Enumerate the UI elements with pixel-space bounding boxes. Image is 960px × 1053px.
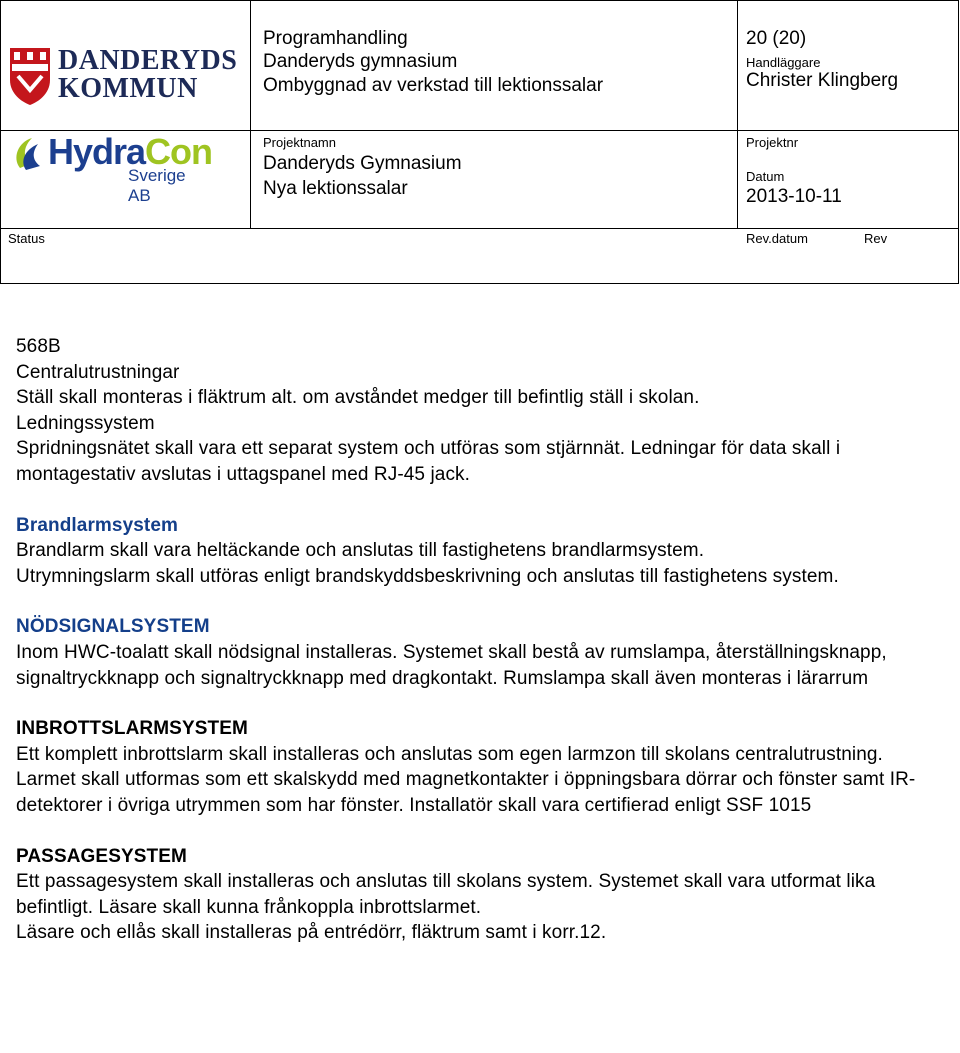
spacer: [16, 819, 946, 844]
page-number: 20 (20): [746, 28, 807, 49]
paragraph-nodsignal: Inom HWC-toalatt skall nödsignal installeras. Systemet skall bestå av rumslampa, återställningsknapp, signaltryckknapp och signaltryckknapp med dragkontakt. Rumslampa skall även monteras i lärarrum: [16, 641, 887, 689]
drop-swirl-icon: [12, 134, 46, 174]
revdatum-label: Rev.datum: [746, 231, 808, 246]
heading-nodsignalsystem: NÖDSIGNALSYSTEM: [16, 616, 210, 638]
hydracon-word-hydra: Hydra: [48, 131, 146, 172]
paragraph-utrymningslarm: Utrymningslarm skall utföras enligt brandskyddsbeskrivning och anslutas till fastighetens system.: [16, 565, 839, 587]
spacer: [16, 691, 946, 716]
danderyd-logo-line1: DANDERYDS: [58, 45, 238, 76]
col-divider-1: [250, 0, 251, 228]
frame-bottom-line: [0, 283, 959, 284]
danderyd-logo-line2: KOMMUN: [58, 73, 198, 104]
projektnamn-line-2: Nya lektionssalar: [263, 178, 408, 199]
danderyds-kommun-logo: [8, 44, 248, 108]
program-line-3: Ombyggnad av verkstad till lektionssalar: [263, 75, 604, 96]
handlaggare-value: Christer Klingberg: [746, 70, 899, 91]
col-divider-2: [737, 0, 738, 228]
frame-right-line: [958, 0, 959, 284]
hydracon-subtitle: Sverige AB: [128, 166, 186, 205]
projektnr-label: Projektnr: [746, 135, 799, 150]
status-label: Status: [8, 231, 45, 246]
subsection-centralutrustningar: Centralutrustningar: [16, 361, 180, 383]
program-line-2: Danderyds gymnasium: [263, 51, 458, 72]
paragraph-lasare: Läsare och ellås skall installeras på entrédörr, fläktrum samt i korr.12.: [16, 922, 607, 944]
subsection-ledningssystem: Ledningssystem: [16, 412, 155, 434]
coat-of-arms-icon: [8, 44, 52, 106]
paragraph-stall: Ställ skall monteras i fläktrum alt. om avståndet medger till befintlig ställ i skolan.: [16, 387, 700, 409]
paragraph-inbrottslarm: Ett komplett inbrottslarm skall installeras och anslutas som egen larmzon till skolans centralutrustning.: [16, 743, 883, 765]
heading-brandlarmsystem: Brandlarmsystem: [16, 514, 179, 536]
paragraph-skalskydd: Larmet skall utformas som ett skalskydd med magnetkontakter i öppningsbara dörrar och fönster samt IR-detektorer i övriga utrymmen som har fönster. Installatör skall vara certifierad enligt SSF 1015: [16, 769, 916, 816]
paragraph-passagesystem: Ett passagesystem skall installeras och anslutas till skolans system. Systemet skall vara utformat lika befintligt. Läsare skall kunna frånkoppla inbrottslarmet.: [16, 871, 876, 918]
projektnamn-line-1: Danderyds Gymnasium: [263, 153, 462, 174]
hydracon-logo: [12, 131, 213, 205]
datum-label: Datum: [746, 169, 785, 184]
heading-inbrottslarmsystem: INBROTTSLARMSYSTEM: [16, 718, 248, 740]
datum-value: 2013-10-11: [746, 186, 842, 207]
paragraph-brandlarm: Brandlarm skall vara heltäckande och anslutas till fastighetens brandlarmsystem.: [16, 540, 705, 562]
frame-top-line: [0, 0, 959, 1]
spacer: [16, 589, 946, 614]
heading-passagesystem: PASSAGESYSTEM: [16, 845, 187, 867]
program-line-1: Programhandling: [263, 28, 408, 49]
rev-label: Rev: [864, 231, 888, 246]
handlaggare-label: Handläggare: [746, 55, 821, 70]
section-number: 568B: [16, 336, 61, 357]
paragraph-spridningsnat: Spridningsnätet skall vara ett separat system och utföras som stjärnnät. Ledningar för data skall i montagestativ avslutas i uttagspanel med RJ-45 jack.: [16, 438, 841, 485]
document-header: [0, 0, 959, 284]
hydracon-word-con: Con: [145, 131, 213, 172]
row-divider-2: [0, 228, 959, 229]
document-body: [16, 334, 946, 946]
projektnamn-label: Projektnamn: [263, 135, 336, 150]
frame-left-line: [0, 0, 1, 284]
spacer: [16, 488, 946, 513]
